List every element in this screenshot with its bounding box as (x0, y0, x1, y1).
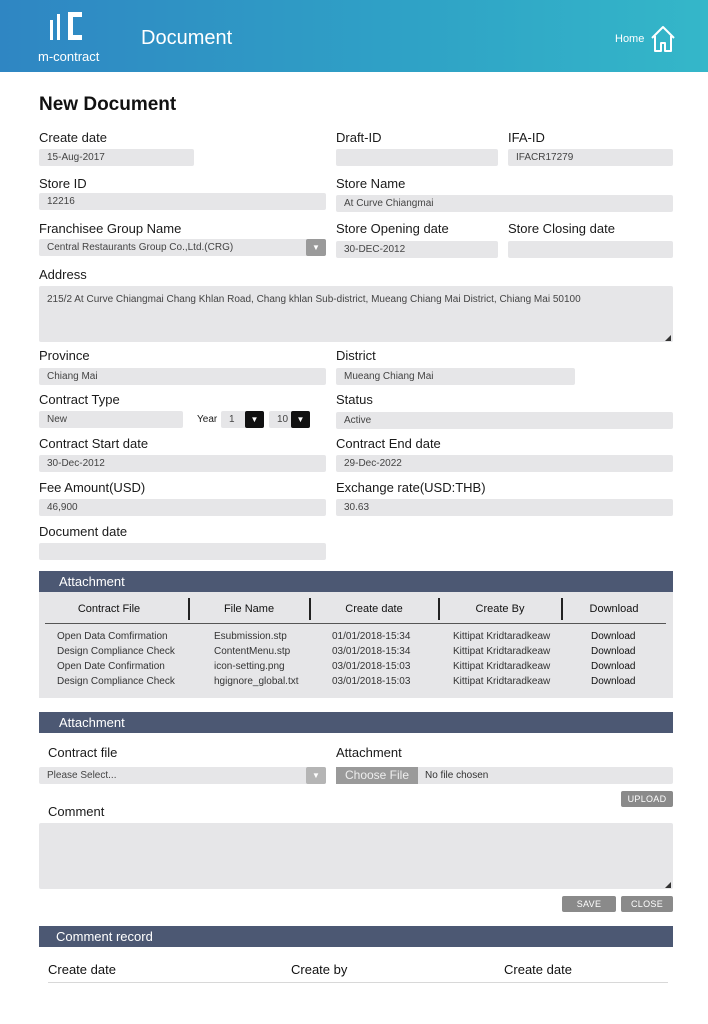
app-header (0, 0, 708, 72)
table-cell: Kittipat Kridtaradkeaw (453, 631, 551, 642)
year-select[interactable]: 1 (221, 411, 264, 428)
create-date-field[interactable]: 15-Aug-2017 (39, 149, 194, 166)
document-date-field[interactable] (39, 543, 326, 560)
franchisee-group-label: Franchisee Group Name (39, 221, 182, 236)
contract-start-date-label: Contract Start date (39, 436, 149, 451)
contract-end-date-label: Contract End date (336, 436, 441, 451)
close-button[interactable]: CLOSE (621, 896, 673, 912)
download-link[interactable]: Download (591, 631, 636, 642)
table-cell: 01/01/2018-15:34 (332, 631, 411, 642)
contract-type-label: Contract Type (39, 392, 120, 407)
ifa-id-label: IFA-ID (508, 130, 545, 145)
attachment-label: Attachment (336, 745, 402, 760)
table-cell: Open Data Comfirmation (57, 631, 168, 642)
contract-file-label: Contract file (48, 745, 118, 760)
table-cell: icon-setting.png (214, 661, 285, 672)
table-cell: Kittipat Kridtaradkeaw (453, 646, 551, 657)
column-header: Create By (475, 603, 525, 615)
table-cell: 03/01/2018-15:03 (332, 661, 411, 672)
table-cell: Esubmission.stp (214, 631, 287, 642)
store-closing-date-field[interactable] (508, 241, 673, 258)
contract-start-date-field[interactable]: 30-Dec-2012 (39, 455, 326, 472)
home-link[interactable]: Home (615, 33, 645, 45)
fee-amount-label: Fee Amount(USD) (39, 480, 146, 495)
column-header: File Name (223, 603, 275, 615)
choose-file-button[interactable]: Choose File (336, 767, 418, 784)
store-id-field[interactable]: 12216 (39, 193, 326, 210)
province-label: Province (39, 348, 90, 363)
no-file-text: No file chosen (425, 770, 489, 781)
column-header: Contract File (77, 603, 141, 615)
store-opening-date-field[interactable]: 30-DEC-2012 (336, 241, 498, 258)
chevron-down-icon[interactable]: ▼ (306, 239, 326, 256)
exchange-rate-field[interactable]: 30.63 (336, 499, 673, 516)
column-header: Download (589, 603, 639, 615)
contract-file-select[interactable]: Please Select... (39, 767, 326, 784)
draft-id-field[interactable] (336, 149, 498, 166)
province-field[interactable]: Chiang Mai (39, 368, 326, 385)
chevron-down-icon[interactable]: ▼ (291, 411, 310, 428)
district-field[interactable]: Mueang Chiang Mai (336, 368, 575, 385)
column-header: Create date (504, 962, 572, 977)
store-opening-date-label: Store Opening date (336, 221, 449, 236)
logo-mark-icon (48, 8, 94, 46)
comment-record-header: Comment record (39, 926, 673, 947)
logo-text: m-contract (38, 49, 100, 64)
store-name-label: Store Name (336, 176, 406, 191)
page-title: New Document (39, 94, 177, 115)
document-date-label: Document date (39, 524, 128, 539)
year-label: Year (197, 414, 218, 425)
table-cell: Design Compliance Check (57, 646, 175, 657)
store-name-field[interactable]: At Curve Chiangmai (336, 195, 673, 212)
table-cell: 03/01/2018-15:34 (332, 646, 411, 657)
home-icon[interactable] (650, 25, 676, 53)
table-cell: Kittipat Kridtaradkeaw (453, 661, 551, 672)
save-button[interactable]: SAVE (562, 896, 616, 912)
contract-end-date-field[interactable]: 29-Dec-2022 (336, 455, 673, 472)
store-closing-date-label: Store Closing date (508, 221, 615, 236)
address-text: 215/2 At Curve Chiangmai Chang Khlan Road, Chang khlan Sub-district, Mueang Chiang Mai District, Chiang Mai 50100 (47, 294, 581, 305)
column-header: Create date (48, 962, 116, 977)
ifa-id-field[interactable]: IFACR17279 (508, 149, 673, 166)
month-select[interactable]: 10 (269, 411, 310, 428)
address-label: Address (39, 267, 87, 282)
comment-textarea[interactable] (39, 823, 673, 889)
header-title: Document (141, 27, 233, 49)
address-textarea[interactable] (39, 286, 673, 342)
create-date-label: Create date (39, 130, 107, 145)
table-cell: Open Date Confirmation (57, 661, 165, 672)
table-cell: Design Compliance Check (57, 676, 175, 687)
status-label: Status (336, 392, 373, 407)
fee-amount-field[interactable]: 46,900 (39, 499, 326, 516)
table-cell: hgignore_global.txt (214, 676, 299, 687)
exchange-rate-label: Exchange rate(USD:THB) (336, 480, 486, 495)
m-contract-logo[interactable] (38, 8, 110, 66)
column-header: Create by (291, 962, 348, 977)
chevron-down-icon[interactable]: ▼ (306, 767, 326, 784)
resize-handle-icon[interactable] (665, 335, 671, 341)
contract-type-field[interactable]: New (39, 411, 183, 428)
district-label: District (336, 348, 376, 363)
franchisee-group-select[interactable]: Central Restaurants Group Co.,Ltd.(CRG) (39, 239, 326, 256)
resize-handle-icon[interactable] (665, 882, 671, 888)
table-cell: Kittipat Kridtaradkeaw (453, 676, 551, 687)
download-link[interactable]: Download (591, 661, 636, 672)
table-cell: 03/01/2018-15:03 (332, 676, 411, 687)
comment-label: Comment (48, 804, 105, 819)
download-link[interactable]: Download (591, 646, 636, 657)
table-cell: ContentMenu.stp (214, 646, 291, 657)
column-header: Create date (345, 603, 403, 615)
upload-section-header: Attachment (39, 712, 673, 733)
attachment-table-header: Attachment (39, 571, 673, 592)
store-id-label: Store ID (39, 176, 87, 191)
download-link[interactable]: Download (591, 676, 636, 687)
draft-id-label: Draft-ID (336, 130, 382, 145)
upload-button[interactable]: UPLOAD (621, 791, 673, 807)
chevron-down-icon[interactable]: ▼ (245, 411, 264, 428)
table-header-divider (45, 623, 666, 624)
status-field[interactable]: Active (336, 412, 673, 429)
table-header-divider (48, 982, 668, 983)
